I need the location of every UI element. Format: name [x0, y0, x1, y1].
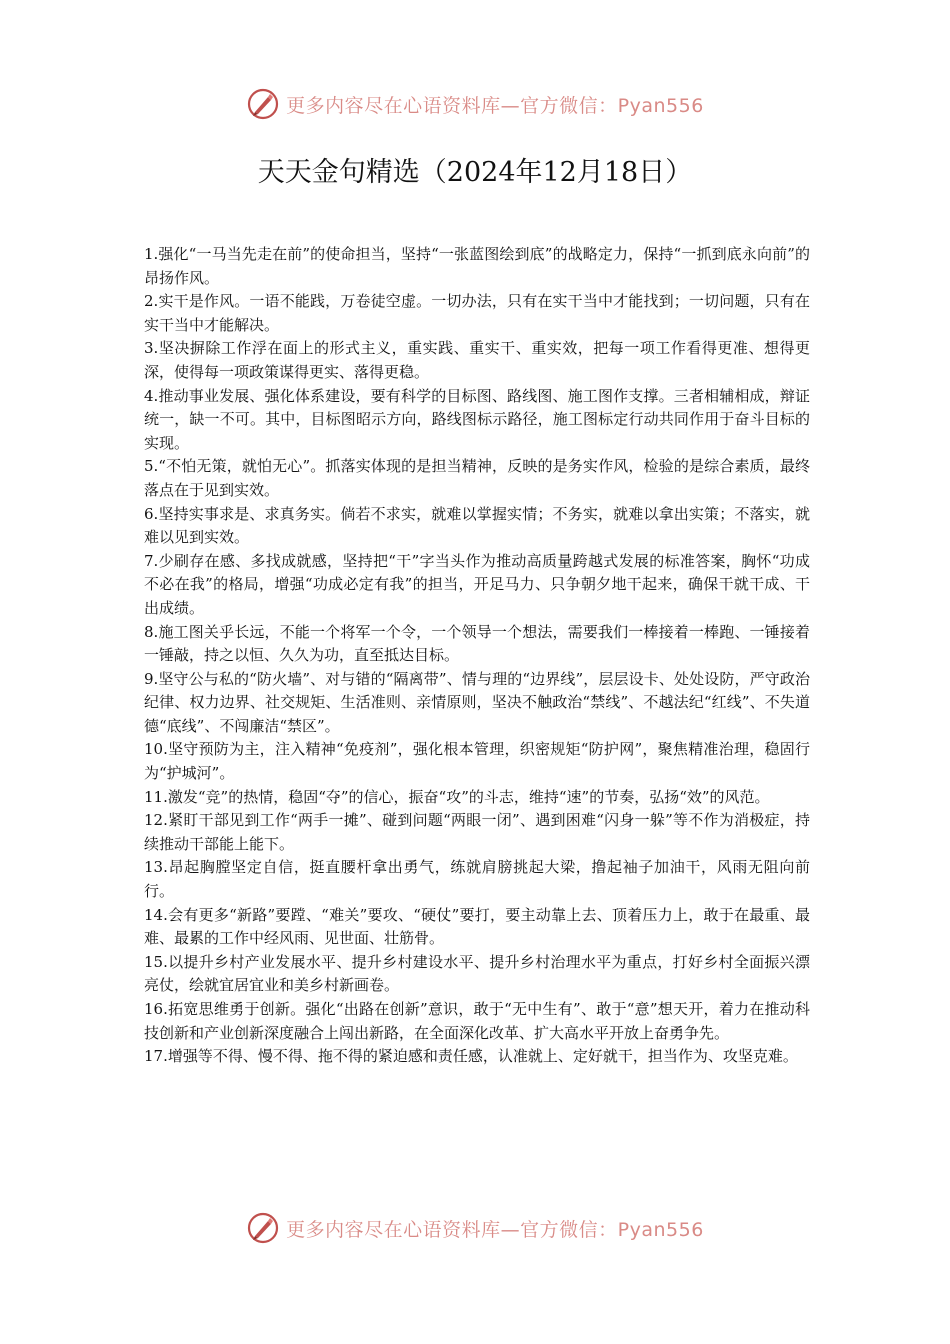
watermark-text: 更多内容尽在心语资料库—官方微信：Pyan556 — [286, 94, 704, 117]
list-item: 13.昂起胸膛坚定自信，挺直腰杆拿出勇气，练就肩膀挑起大梁，撸起袖子加油干，风雨无阻向前行。 — [144, 858, 810, 901]
list-item: 2.实干是作风。一语不能践，万卷徒空虚。一切办法，只有在实干当中才能找到；一切问题，只有在实干当中才能解决。 — [144, 292, 810, 334]
watermark-footer — [0, 1208, 950, 1248]
list-item: 15.以提升乡村产业发展水平、提升乡村建设水平、提升乡村治理水平为重点，打好乡村全面振兴漂亮仗，绘就宜居宜业和美乡村新画卷。 — [144, 952, 810, 995]
list-item: 7.少刷存在感、多找成就感，坚持把“干”字当头作为推动高质量跨越式发展的标准答案，胸怀“功成不必在我”的格局，增强“功成必定有我”的担当，开足马力、只争朝夕地干起来，确保干就干成、干出成绩。 — [144, 551, 810, 617]
list-item: 10.坚守预防为主，注入精神“免疫剂”，强化根本管理，织密规矩“防护网”，聚焦精准治理，稳固行为“护城河”。 — [144, 740, 810, 783]
list-item: 12.紧盯干部见到工作“两手一摊”、碰到问题“两眼一闭”、遇到困难“闪身一躲”等不作为消极症，持续推动干部能上能下。 — [144, 811, 810, 853]
list-item: 4.推动事业发展、强化体系建设，要有科学的目标图、路线图、施工图作支撑。三者相辅相成，辩证统一，缺一不可。其中，目标图昭示方向，路线图标示路径，施工图标定行动共同作用于奋斗目标的实现。 — [144, 386, 810, 452]
pen-logo-icon — [246, 1211, 280, 1245]
list-item: 6.坚持实事求是、求真务实。倘若不求实，就难以掌握实情；不务实，就难以拿出实策；不落实，就难以见到实效。 — [144, 504, 810, 547]
pen-logo-icon — [246, 87, 280, 121]
list-item: 17.增强等不得、慢不得、拖不得的紧迫感和责任感，认准就上、定好就干，担当作为、攻坚克难。 — [144, 1047, 798, 1066]
list-item: 16.拓宽思维勇于创新。强化“出路在创新”意识，敢于“无中生有”、敢于“意”想天开，着力在推动科技创新和产业创新深度融合上闯出新路，在全面深化改革、扩大高水平开放上奋勇争先。 — [144, 1000, 810, 1042]
watermark-text: 更多内容尽在心语资料库—官方微信：Pyan556 — [286, 1218, 704, 1241]
list-item: 11.激发“竞”的热情，稳固“夺”的信心，振奋“攻”的斗志，维持“速”的节奏，弘扬“效”的风范。 — [144, 787, 770, 806]
list-item: 8.施工图关乎长远，不能一个将军一个令，一个领导一个想法，需要我们一棒接着一棒跑、一锤接着一锤敲，持之以恒、久久为功，直至抵达目标。 — [144, 622, 810, 665]
list-item: 14.会有更多“新路”要蹚、“难关”要攻、“硬仗”要打，要主动靠上去、顶着压力上，敢于在最重、最难、最累的工作中经风雨、见世面、壮筋骨。 — [144, 905, 810, 948]
quote-list — [144, 243, 810, 1069]
page-title: 天天金句精选（2024年12月18日） — [257, 157, 693, 188]
list-item: 3.坚决摒除工作浮在面上的形式主义，重实践、重实干、重实效，把每一项工作看得更准、想得更深，使得每一项政策谋得更实、落得更稳。 — [144, 339, 810, 381]
list-item: 1.强化“一马当先走在前”的使命担当，坚持“一张蓝图绘到底”的战略定力，保持“一抓到底永向前”的昂扬作风。 — [144, 245, 810, 287]
list-item: 9.坚守公与私的“防火墙”、对与错的“隔离带”、情与理的“边界线”，层层设卡、处处设防，严守政治纪律、权力边界、社交规矩、生活准则、亲情原则，坚决不触政治“禁线”、不越法纪“红线”、不失道德“底线”、不闯廉洁“禁区”。 — [144, 669, 810, 735]
watermark-header — [0, 84, 950, 124]
list-item: 5.“不怕无策，就怕无心”。抓落实体现的是担当精神，反映的是务实作风，检验的是综合素质，最终落点在于见到实效。 — [144, 457, 810, 499]
